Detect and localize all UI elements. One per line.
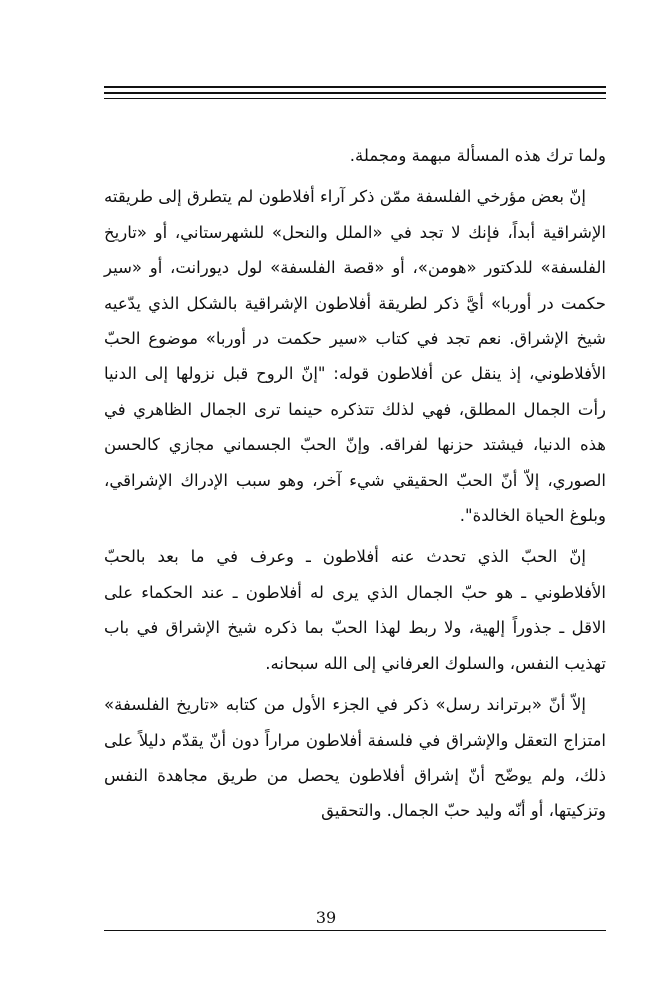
body-text xyxy=(104,138,606,829)
header-rule-thin xyxy=(104,98,606,99)
paragraph-text: إنّ الحبّ الذي تحدث عنه أفلاطون ـ وعرف في ما بعد بالحبّ الأفلاطوني ـ هو حبّ الجمال الذي يرى له أفلاطون ـ عند الحكماء على الاقل ـ جذوراً إلهية، ولا ربط لهذا الحبّ بما ذكره شيخ الإشراق في باب تهذيب النفس، والسلوك العرفاني إلى الله سبحانه. xyxy=(104,547,606,673)
paragraph-continuation: ولما ترك هذه المسألة مبهمة ومجملة. xyxy=(349,146,606,165)
paragraph xyxy=(104,687,606,829)
footer-rule xyxy=(104,930,606,931)
header-rule-thick-1 xyxy=(104,86,606,88)
paragraph-text: إلاّ أنّ «برتراند رسل» ذكر في الجزء الأول من كتابه «تاريخ الفلسفة» امتزاج التعقل والإشراق في فلسفة أفلاطون مراراً دون أنّ يقدّم دليلاً على ذلك، ولم يوضّح أنّ إشراق أفلاطون يحصل من طريق مجاهدة النفس وتزكيتها، أو أنّه وليد حبّ الجمال. والتحقيق xyxy=(104,695,606,821)
paragraph xyxy=(104,539,606,681)
page-number: 39 xyxy=(315,908,337,927)
paragraph xyxy=(104,179,606,533)
header-rule-thick-2 xyxy=(104,92,606,94)
paragraph-text: إنّ بعض مؤرخي الفلسفة ممّن ذكر آراء أفلاطون لم يتطرق إلى طريقته الإشراقية أبداً، فإنك لا تجد في «الملل والنحل» للشهرستاني، أو «تاريخ الفلسفة» للدكتور «هومن»، أو «قصة الفلسفة» لول ديورانت، أو «سير حكمت در أوربا» أيَّ ذكر لطريقة أفلاطون الإشراقية بالشكل الذي يدّعيه شيخ الإشراق. نعم تجد في كتاب «سير حكمت در أوربا» موضوع الحبّ الأفلاطوني، إذ ينقل عن أفلاطون قوله: "إنّ الروح قبل نزولها إلى الدنيا رأت الجمال المطلق، فهي لذلك تتذكره حينما ترى الجمال الظاهري في هذه الدنيا، فيشتد حزنها لفراقه. وإنّ الحبّ الجسماني مجازي كالحسن الصوري، إلاّ أنّ الحبّ الحقيقي شيء آخر، وهو سبب الإدراك الإشراقي، وبلوغ الحياة الخالدة". xyxy=(104,187,606,526)
